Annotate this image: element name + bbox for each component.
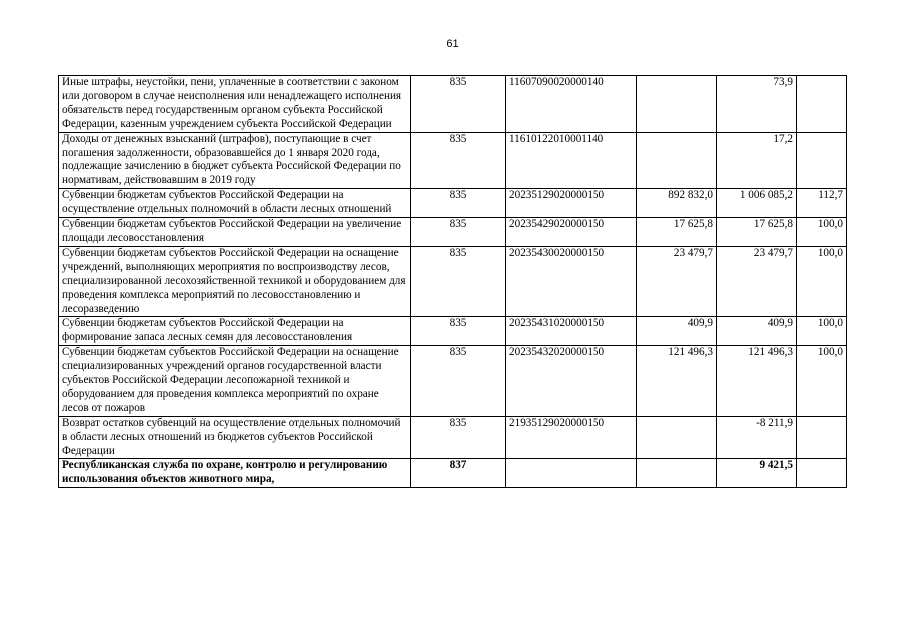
cell-description: Доходы от денежных взысканий (штрафов), поступающие в счет погашения задолженности, образовавшейся до 1 января 2020 года, подлежащие зачислению в бюджет субъекта Российской Федерации по нормативам, действовавшим в 2019 году <box>59 132 411 189</box>
cell-budget-code: 20235129020000150 <box>506 189 637 218</box>
cell-planned <box>637 76 717 133</box>
table-row <box>59 459 847 488</box>
table-row <box>59 189 847 218</box>
page-number: 61 <box>446 38 459 50</box>
cell-planned <box>637 132 717 189</box>
cell-percent <box>797 459 847 488</box>
cell-percent: 100,0 <box>797 246 847 317</box>
cell-description: Субвенции бюджетам субъектов Российской Федерации на формирование запаса лесных семян для лесовосстановления <box>59 317 411 346</box>
cell-actual: 73,9 <box>717 76 797 133</box>
cell-planned: 17 625,8 <box>637 218 717 247</box>
cell-admin-code: 835 <box>411 246 506 317</box>
cell-planned <box>637 416 717 459</box>
table-row <box>59 416 847 459</box>
cell-admin-code: 835 <box>411 189 506 218</box>
cell-budget-code: 21935129020000150 <box>506 416 637 459</box>
cell-budget-code: 20235429020000150 <box>506 218 637 247</box>
cell-admin-code: 835 <box>411 416 506 459</box>
cell-description: Возврат остатков субвенций на осуществление отдельных полномочий в области лесных отношений из бюджетов субъектов Российской Федерации <box>59 416 411 459</box>
cell-budget-code: 20235431020000150 <box>506 317 637 346</box>
table-row <box>59 317 847 346</box>
cell-actual: 1 006 085,2 <box>717 189 797 218</box>
cell-actual: -8 211,9 <box>717 416 797 459</box>
cell-admin-code: 835 <box>411 317 506 346</box>
cell-admin-code: 835 <box>411 132 506 189</box>
cell-admin-code: 835 <box>411 346 506 417</box>
cell-percent <box>797 132 847 189</box>
cell-actual: 409,9 <box>717 317 797 346</box>
cell-budget-code: 20235430020000150 <box>506 246 637 317</box>
cell-percent: 100,0 <box>797 218 847 247</box>
table-row <box>59 76 847 133</box>
cell-planned: 409,9 <box>637 317 717 346</box>
cell-percent <box>797 76 847 133</box>
cell-description: Субвенции бюджетам субъектов Российской Федерации на осуществление отдельных полномочий в области лесных отношений <box>59 189 411 218</box>
cell-actual: 121 496,3 <box>717 346 797 417</box>
cell-planned: 121 496,3 <box>637 346 717 417</box>
cell-actual: 9 421,5 <box>717 459 797 488</box>
cell-actual: 23 479,7 <box>717 246 797 317</box>
cell-percent: 100,0 <box>797 317 847 346</box>
table-row <box>59 132 847 189</box>
cell-description: Субвенции бюджетам субъектов Российской Федерации на увеличение площади лесовосстановления <box>59 218 411 247</box>
cell-budget-code: 20235432020000150 <box>506 346 637 417</box>
table-row <box>59 218 847 247</box>
table-row <box>59 246 847 317</box>
table-body <box>59 76 847 488</box>
cell-budget-code: 11610122010001140 <box>506 132 637 189</box>
revenue-table <box>58 75 847 488</box>
cell-planned: 23 479,7 <box>637 246 717 317</box>
cell-admin-code: 837 <box>411 459 506 488</box>
table-row <box>59 346 847 417</box>
cell-percent: 100,0 <box>797 346 847 417</box>
cell-description: Субвенции бюджетам субъектов Российской Федерации на оснащение учреждений, выполняющих мероприятия по воспроизводству лесов, специализированной лесохозяйственной техникой и оборудованием для проведения комплекса мероприятий по лесовосстановлению и лесоразведению <box>59 246 411 317</box>
cell-description: Республиканская служба по охране, контролю и регулированию использования объектов животного мира, <box>59 459 411 488</box>
cell-description: Иные штрафы, неустойки, пени, уплаченные в соответствии с законом или договором в случае неисполнения или ненадлежащего исполнения обязательств перед государственным органом субъекта Российской Федерации, казенным учреждением субъекта Российской Федерации <box>59 76 411 133</box>
cell-actual: 17,2 <box>717 132 797 189</box>
cell-planned <box>637 459 717 488</box>
cell-budget-code <box>506 459 637 488</box>
cell-percent: 112,7 <box>797 189 847 218</box>
cell-admin-code: 835 <box>411 218 506 247</box>
cell-admin-code: 835 <box>411 76 506 133</box>
cell-description: Субвенции бюджетам субъектов Российской Федерации на оснащение специализированных учреждений органов государственной власти субъектов Российской Федерации лесопожарной техникой и оборудованием для проведения комплекса мероприятий по охране лесов от пожаров <box>59 346 411 417</box>
cell-planned: 892 832,0 <box>637 189 717 218</box>
cell-percent <box>797 416 847 459</box>
cell-budget-code: 11607090020000140 <box>506 76 637 133</box>
cell-actual: 17 625,8 <box>717 218 797 247</box>
